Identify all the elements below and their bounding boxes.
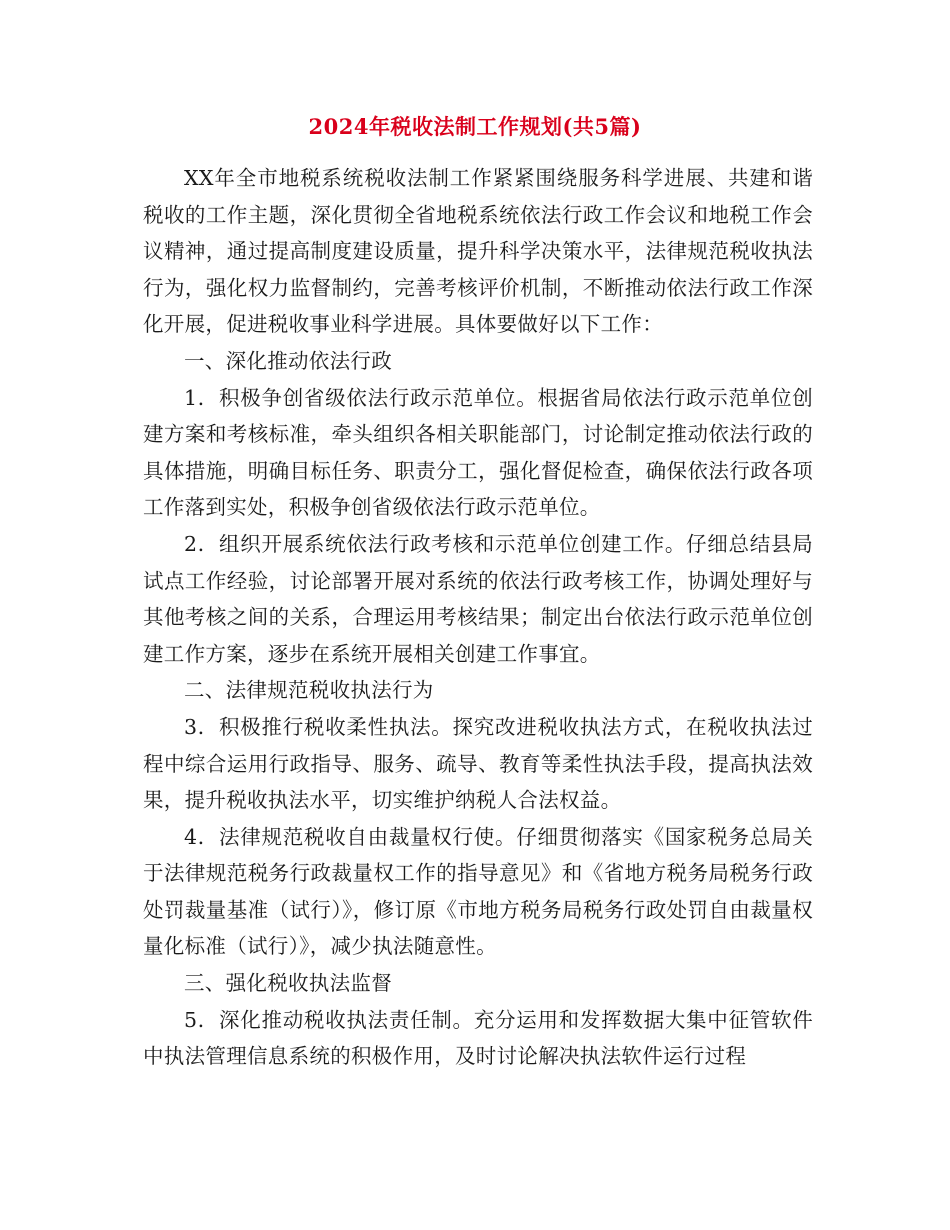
item-paragraph-1: 1．积极争创省级依法行政示范单位。根据省局依法行政示范单位创建方案和考核标准，牵头组织各相关职能部门，讨论制定推动依法行政的具体措施，明确目标任务、职责分工，强化督促检查，确保依法行政各项工作落到实处，积极争创省级依法行政示范单位。 [143, 385, 813, 520]
item-paragraph-2: 2．组织开展系统依法行政考核和示范单位创建工作。仔细总结县局试点工作经验，讨论部署开展对系统的依法行政考核工作，协调处理好与其他考核之间的关系，合理运用考核结果；制定出台依法行政示范单位创建工作方案，逐步在系统开展相关创建工作事宜。 [143, 531, 813, 666]
item-paragraph-5: 5．深化推动税收执法责任制。充分运用和发挥数据大集中征管软件中执法管理信息系统的积极作用，及时讨论解决执法软件运行过程 [143, 1007, 813, 1069]
item-paragraph-4: 4．法律规范税收自由裁量权行使。仔细贯彻落实《国家税务总局关于法律规范税务行政裁量权工作的指导意见》和《省地方税务局税务行政处罚裁量基准（试行）》，修订原《市地方税务局税务行政处罚自由裁量权量化标准（试行）》，减少执法随意性。 [143, 824, 813, 959]
section-heading-2: 二、法律规范税收执法行为 [184, 678, 434, 703]
section-heading-1: 一、深化推动依法行政 [184, 348, 392, 373]
intro-paragraph: XX年全市地税系统税收法制工作紧紧围绕服务科学进展、共建和谐税收的工作主题，深化贯彻全省地税系统依法行政工作会议和地税工作会议精神，通过提高制度建设质量，提升科学决策水平，法律规范税收执法行为，强化权力监督制约，完善考核评价机制，不断推动依法行政工作深化开展，促进税收事业科学进展。具体要做好以下工作： [143, 166, 813, 337]
document-title: 2024年税收法制工作规划(共5篇) [308, 114, 642, 139]
document-body [143, 160, 813, 1075]
item-paragraph-3: 3．积极推行税收柔性执法。探究改进税收执法方式，在税收执法过程中综合运用行政指导、服务、疏导、教育等柔性执法手段，提高执法效果，提升税收执法水平，切实维护纳税人合法权益。 [143, 714, 813, 813]
section-heading-3: 三、强化税收执法监督 [184, 971, 392, 996]
